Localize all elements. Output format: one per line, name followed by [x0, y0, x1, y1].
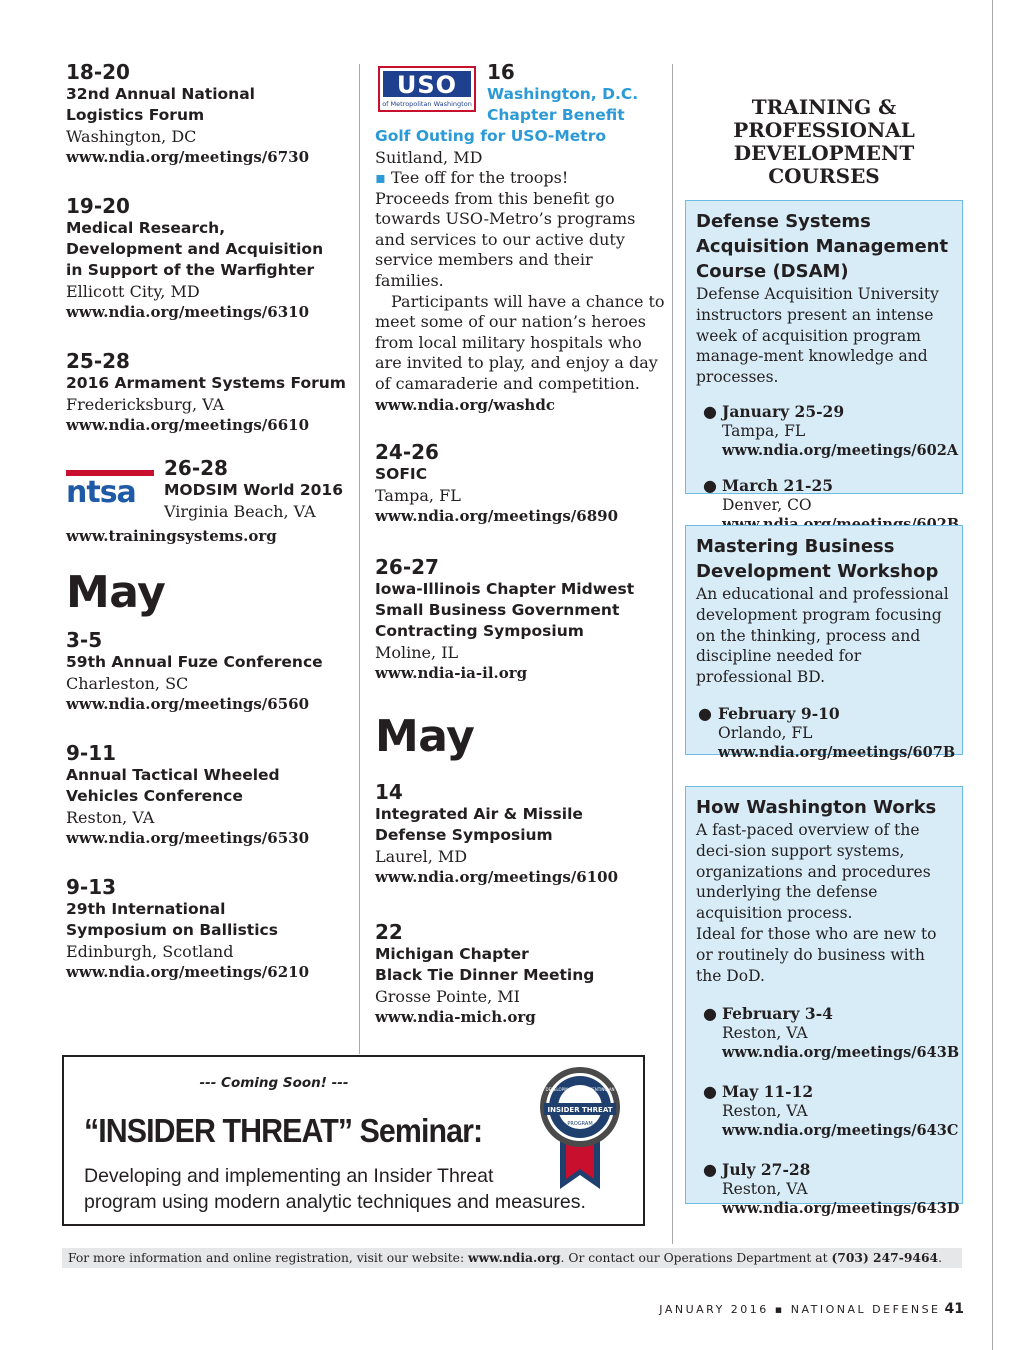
event-date: 16 [487, 60, 515, 84]
event-link[interactable]: www.ndia.org/washdc [375, 395, 555, 414]
event-location: Suitland, MD [375, 148, 483, 167]
session-date: February 3-4 [722, 1004, 833, 1024]
footer-website-link[interactable]: www.ndia.org [468, 1250, 561, 1265]
event-item [66, 194, 356, 323]
page-edge-line [992, 0, 993, 1350]
event-title-line: Washington, D.C. [487, 85, 639, 103]
ntsa-logo-graphic [66, 470, 154, 504]
event-bullet-text: Tee off for the troops! [390, 168, 569, 187]
session-link[interactable]: www.ndia.org/meetings/607B [718, 743, 956, 761]
badge-top-text: DEVELOPING & IMPLEMENTING AN [545, 1087, 615, 1092]
event-link[interactable]: www.ndia.org/meetings/6610 [66, 416, 310, 434]
event-title: 2016 Armament Systems Forum [66, 374, 346, 392]
event-link[interactable]: www.ndia.org/meetings/6310 [66, 303, 310, 321]
ntsa-logo-text: ntsa [66, 475, 136, 504]
event-date: 22 [375, 919, 403, 944]
uso-logo-text: USO [396, 71, 458, 99]
event-bullet [375, 168, 665, 189]
event-location: Reston, VA [66, 808, 155, 827]
event-link[interactable]: www.ndia-mich.org [375, 1007, 536, 1026]
coming-soon-label: --- Coming Soon! --- [199, 1075, 349, 1091]
session-location: Reston, VA [722, 1024, 808, 1043]
event-title-line: Chapter Benefit [487, 106, 625, 124]
training-heading: TRAINING & PROFESSIONAL DEVELOPMENT COURSES [733, 95, 915, 188]
event-location: Edinburgh, Scotland [66, 942, 234, 961]
course-box-how-washington-works [685, 786, 963, 1218]
course-session [696, 401, 959, 460]
footer-text: . [938, 1251, 942, 1265]
bullet-icon: ● [703, 1160, 717, 1180]
event-description: Proceeds from this benefit go towards USO-Metro’s programs and services to our active duty service members and their families. [375, 188, 636, 290]
session-date: March 21-25 [722, 475, 834, 495]
event-item [66, 60, 356, 168]
event-item [66, 628, 356, 715]
event-link[interactable]: www.ndia.org/meetings/6210 [66, 963, 310, 981]
event-location: Tampa, FL [375, 485, 461, 505]
event-description: Participants will have a chance to meet some of our nation’s heroes from local military hospitals who are invited to play, and enjoy a day of camaraderie and competition. [375, 291, 665, 393]
event-date: 19-20 [66, 194, 130, 218]
course-description: An educational and professional development program focusing on the thinking, process and discipline needed for professional BD. [696, 585, 949, 687]
event-title: Medical Research, Development and Acquisition in Support of the Warfighter [66, 219, 324, 279]
column-divider-1 [359, 64, 360, 1054]
event-location: Laurel, MD [375, 846, 468, 866]
bullet-square-icon: ▪ [375, 168, 386, 187]
badge-main-text: INSIDER THREAT [547, 1106, 613, 1114]
insider-threat-ad [62, 1055, 645, 1226]
event-link[interactable]: www.ndia.org/meetings/6530 [66, 829, 310, 847]
event-title: MODSIM World 2016 [164, 481, 343, 499]
insider-threat-badge [538, 1065, 622, 1191]
course-description: Defense Acquisition University instructors present an intense week of acquisition program manage-ment knowledge and processes. [696, 285, 939, 387]
event-link[interactable]: www.ndia-ia-il.org [375, 663, 528, 682]
ntsa-logo [66, 470, 154, 504]
footer-info-bar [62, 1248, 962, 1268]
event-date: 3-5 [66, 628, 103, 652]
insider-threat-title: “INSIDER THREAT” Seminar: [84, 1112, 483, 1149]
session-location: Denver, CO [722, 495, 812, 514]
course-box-business-development [685, 525, 963, 761]
bullet-icon: ● [703, 1082, 717, 1102]
event-title: 29th International Symposium on Ballistics [66, 900, 278, 939]
session-location: Tampa, FL [722, 421, 806, 440]
session-location: Reston, VA [722, 1180, 808, 1199]
bullet-icon: ● [703, 401, 717, 421]
event-date: 26-28 [164, 456, 228, 480]
event-item [66, 349, 356, 436]
event-item [66, 875, 356, 983]
badge-bottom-text: PROGRAM [567, 1121, 593, 1127]
event-item [375, 920, 665, 1028]
month-heading: May [375, 710, 475, 762]
event-location: Grosse Pointe, MI [375, 986, 520, 1006]
month-heading: May [66, 567, 166, 618]
event-date: 18-20 [66, 60, 130, 84]
session-link[interactable]: www.ndia.org/meetings/643B [722, 1044, 960, 1062]
event-item [375, 440, 665, 527]
course-title: Mastering Business Development Workshop [696, 536, 939, 582]
session-date: February 9-10 [718, 703, 840, 723]
event-date: 14 [375, 779, 403, 804]
insider-threat-subtitle: Developing and implementing an Insider Threat program using modern analytic techniques and measures. [84, 1165, 586, 1213]
session-location: Reston, VA [722, 1102, 808, 1121]
course-title: How Washington Works [696, 797, 937, 818]
column-2 [375, 60, 665, 1054]
event-title-line: Golf Outing for USO-Metro [375, 127, 607, 145]
event-title: 59th Annual Fuze Conference [66, 653, 323, 671]
session-date: May 11-12 [722, 1082, 814, 1102]
event-location: Washington, DC [66, 127, 197, 146]
event-title: 32nd Annual National Logistics Forum [66, 85, 255, 124]
event-title: Annual Tactical Wheeled Vehicles Conference [66, 766, 280, 805]
session-date: January 25-29 [722, 401, 845, 421]
event-link[interactable]: www.ndia.org/meetings/6730 [66, 148, 310, 166]
course-title: Defense Systems Acquisition Management Course (DSAM) [696, 211, 949, 282]
course-box-dsam [685, 200, 963, 514]
session-date: July 27-28 [722, 1160, 811, 1180]
column-divider-2 [672, 64, 673, 1244]
event-location: Virginia Beach, VA [164, 502, 316, 521]
event-location: Fredericksburg, VA [66, 395, 225, 414]
session-location: Orlando, FL [718, 723, 813, 742]
footer-phone: (703) 247-9464 [831, 1250, 939, 1265]
event-title: SOFIC [375, 464, 428, 483]
event-title: Iowa-Illinois Chapter Midwest Small Business Government Contracting Symposium [375, 579, 635, 640]
event-item [375, 555, 665, 684]
badge-seal-icon [538, 1065, 622, 1191]
session-link[interactable]: www.ndia.org/meetings/643C [722, 1122, 959, 1140]
event-link[interactable]: www.ndia.org/meetings/6890 [375, 506, 619, 525]
event-item [375, 780, 665, 888]
course-description: A fast-paced overview of the deci-sion support systems, organizations and procedures underlying the defense acquisition process. [696, 821, 931, 923]
footer-text: . Or contact our Operations Department at [560, 1251, 832, 1265]
course-session [696, 1004, 960, 1062]
column-1 [66, 60, 356, 1009]
course-session [696, 1082, 959, 1140]
uso-logo-subtext: of Metropolitan Washington [382, 100, 472, 108]
bullet-icon: ● [703, 475, 717, 495]
event-date: 9-11 [66, 741, 117, 765]
event-location: Charleston, SC [66, 674, 189, 693]
session-link[interactable]: www.ndia.org/meetings/602A [722, 441, 959, 459]
event-date: 26-27 [375, 554, 439, 579]
event-location: Ellicott City, MD [66, 282, 200, 301]
event-date: 9-13 [66, 875, 117, 899]
event-title: Integrated Air & Missile Defense Symposium [375, 804, 583, 844]
course-session [696, 703, 956, 762]
event-location: Moline, IL [375, 642, 459, 662]
issue-label: JANUARY 2016 ▪ NATIONAL DEFENSE [659, 1303, 941, 1316]
event-item-ntsa [66, 456, 356, 545]
event-link[interactable]: www.ndia.org/meetings/6560 [66, 695, 310, 713]
event-item [66, 741, 356, 849]
page-number: 41 [944, 1301, 964, 1317]
event-link[interactable]: www.trainingsystems.org [66, 527, 277, 545]
bullet-icon: ● [703, 1004, 717, 1024]
session-link[interactable]: www.ndia.org/meetings/643D [722, 1200, 960, 1218]
event-link[interactable]: www.ndia.org/meetings/6100 [375, 867, 619, 886]
course-session [696, 1160, 960, 1218]
bullet-icon: ● [698, 703, 712, 723]
event-date: 25-28 [66, 349, 130, 373]
event-date: 24-26 [375, 439, 439, 464]
course-description-2: Ideal for those who are new to or routinely do business with the DoD. [696, 924, 937, 985]
event-title: Michigan Chapter Black Tie Dinner Meeting [375, 944, 595, 984]
footer-text: For more information and online registration, visit our website: [68, 1251, 468, 1265]
page-footer [659, 1301, 964, 1317]
uso-event [375, 60, 665, 416]
